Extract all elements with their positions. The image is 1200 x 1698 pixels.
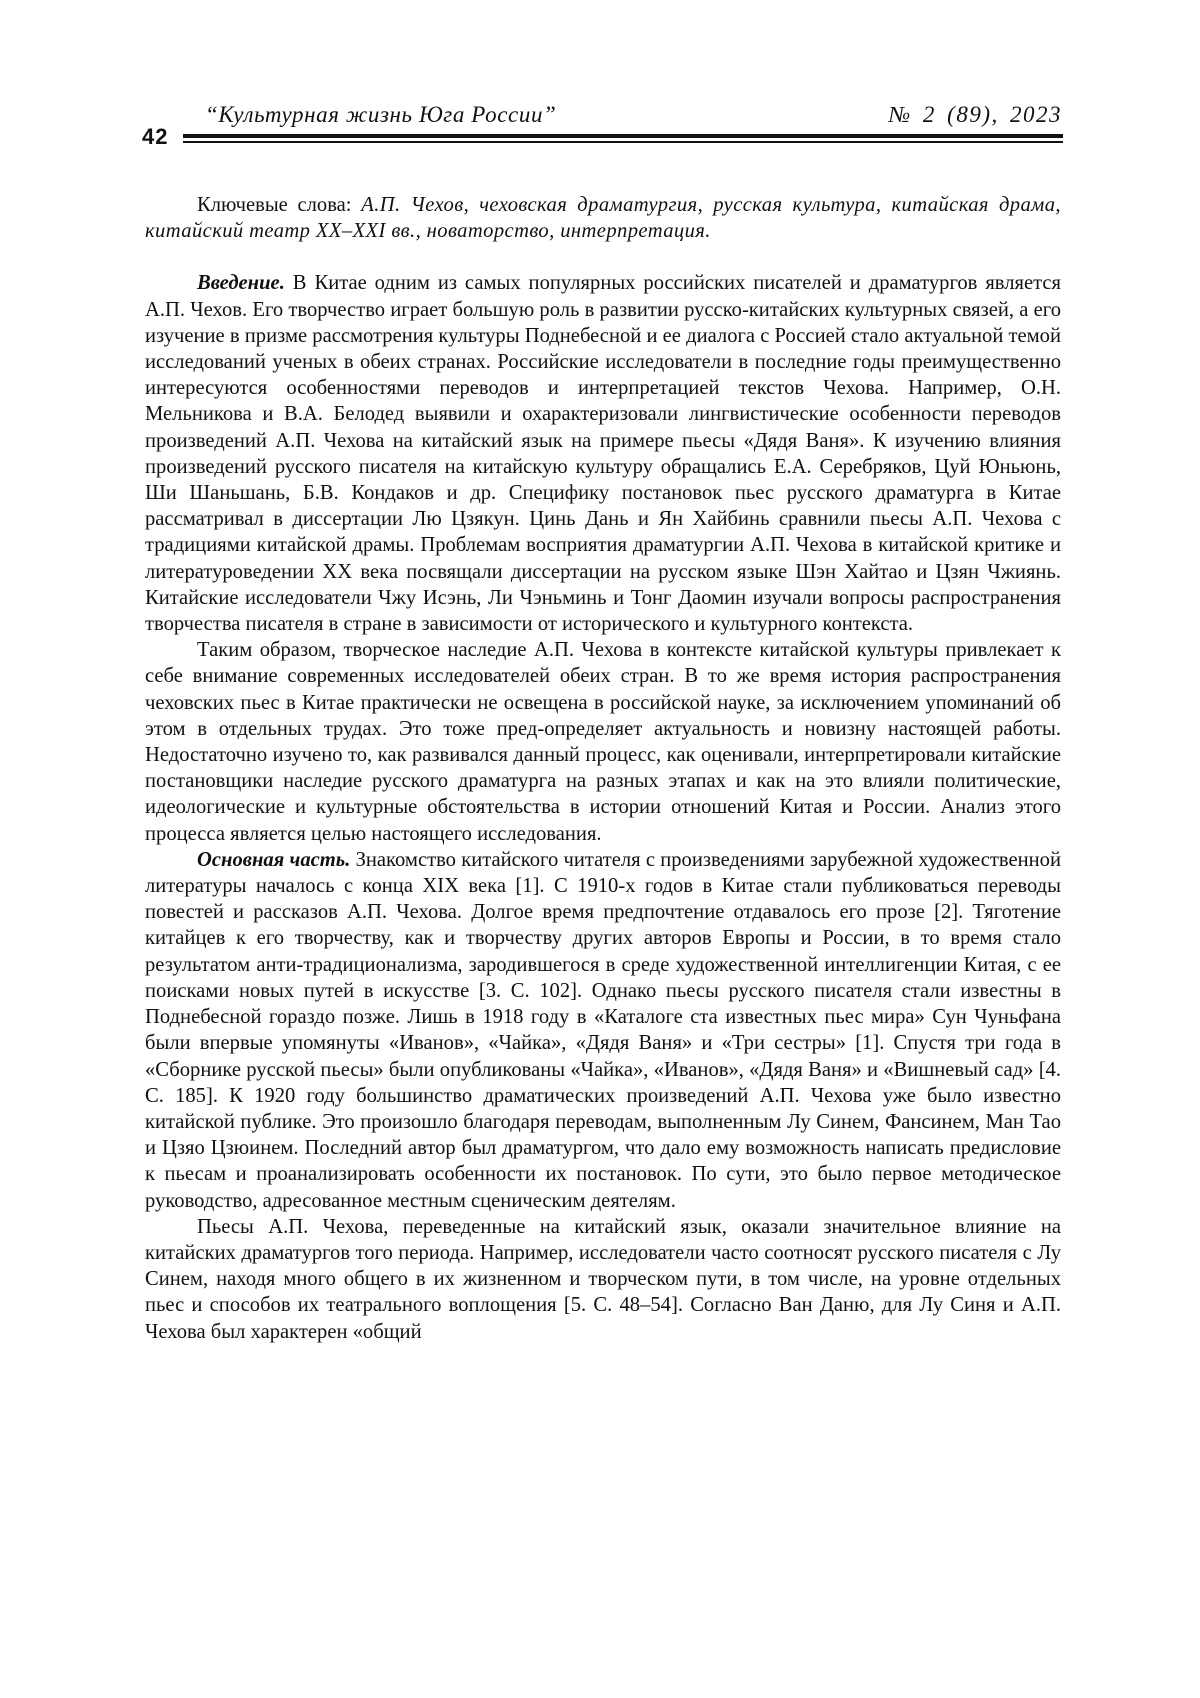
issue-number: № 2 (89), 2023 — [888, 102, 1062, 127]
journal-title: “Культурная жизнь Юга России” — [205, 102, 557, 127]
main-part-paragraph-1 — [145, 847, 1061, 1214]
keywords-values: А.П. Чехов, чеховская драматургия, русская культура, китайская драма, китайский театр XX–XXI вв., новаторство, интерпретация. — [145, 194, 1061, 243]
main-part-text-1: Знакомство китайского читателя с произведениями зарубежной художественной литературы началось с конца XIX века [1]. С 1910-х годов в Китае стали публиковаться переводы повестей и рассказов А.П. Чехова. Долгое время предпочтение отдавалось его прозе [2]. Тяготение китайцев к его творчеству, как и творчеству других авторов Европы и России, в то время стало результатом анти-традиционализма, зародившегося в среде художественной интеллигенции Китая, с ее поисками новых путей в искусстве [3. С. 102]. Однако пьесы русского писателя стали известны в Поднебесной гораздо позже. Лишь в 1918 году в «Каталоге ста известных пьес мира» Сун Чуньфана были впервые упомянуты «Иванов», «Чайка», «Дядя Ваня» и «Три сестры» [1]. Спустя три года в «Сборнике русской пьесы» были опубликованы «Чайка», «Иванов», «Дядя Ваня» и «Вишневый сад» [4. С. 185]. К 1920 году большинство драматических произведений А.П. Чехова уже было известно китайской публике. Это произошло благодаря переводам, выполненным Лу Синем, Фансинем, Ман Тао и Цзяо Цзюинем. Последний автор был драматургом, что дало ему возможность написать предисловие к пьесам и проанализировать особенности их постановок. По сути, это было первое методическое руководство, адресованное местным сценическим деятелям. — [145, 848, 1061, 1212]
introduction-text-1: В Китае одним из самых популярных российских писателей и драматургов является А.П. Чехов. Его творчество играет большую роль в развитии русско-китайских культурных связей, а его изучение в призме рассмотрения культуры Поднебесной и ее диалога с Россией стало актуальной темой исследований ученых в обеих странах. Российские исследователи в последние годы преимущественно интересуются особенностями переводов и интерпретацией текстов Чехова. Например, О.Н. Мельникова и В.А. Белодед выявили и охарактеризовали лингвистические особенности переводов произведений А.П. Чехова на китайский язык на примере пьесы «Дядя Ваня». К изучению влияния произведений русского писателя на китайскую культуру обращались Е.А. Серебряков, Цуй Юньюнь, Ши Шаньшань, Б.В. Кондаков и др. Специфику постановок пьес русского драматурга в Китае рассматривал в диссертации Лю Цзякун. Цинь Дань и Ян Хайбинь сравнили пьесы А.П. Чехова с традициями китайской драмы. Проблемам восприятия драматургии А.П. Чехова в китайской критике и литературоведении XX века посвящали диссертации на русском языке Шэн Хайтао и Цзян Чжиянь. Китайские исследователи Чжу Исэнь, Ли Чэньминь и Тонг Даомин изучали вопросы распространения творчества писателя в стране в зависимости от исторического и культурного контекста. — [145, 272, 1062, 636]
article-body — [145, 192, 1061, 1345]
main-part-heading: Основная часть. — [197, 848, 351, 871]
introduction-paragraph-2: Таким образом, творческое наследие А.П. Чехова в контексте китайской культуры привлекает к себе внимание современных исследователей обеих стран. В то же время история распространения чеховских пьес в Китае практически не освещена в российской науке, за исключением упоминаний об этом в отдельных трудах. Это тоже пред-определяет актуальность и новизну настоящей работы. Недостаточно изучено то, как развивался данный процесс, как оценивали, интерпретировали китайские постановщики наследие русского драматурга на разных этапах и как на это влияли политические, идеологические и культурные обстоятельства в истории отношений Китая и России. Анализ этого процесса является целью настоящего исследования. — [145, 639, 1061, 845]
main-part-paragraph-2: Пьесы А.П. Чехова, переведенные на китайский язык, оказали значительное влияние на китайских драматургов того периода. Например, исследователи часто соотносят русского писателя с Лу Синем, находя много общего в их жизненном и творческом пути, в том числе, на уровне отдельных пьес и способов их театрального воплощения [5. С. 48–54]. Согласно Ван Даню, для Лу Синя и А.П. Чехова был характерен «общий — [145, 1215, 1061, 1343]
introduction-heading: Введение. — [197, 272, 285, 295]
introduction-paragraph-1 — [145, 270, 1061, 637]
page-number: 42 — [142, 124, 169, 149]
keywords — [145, 192, 1061, 244]
header-rule-thin — [183, 141, 1063, 143]
keywords-label: Ключевые слова: — [197, 194, 352, 216]
header-rule-thick — [183, 134, 1063, 138]
